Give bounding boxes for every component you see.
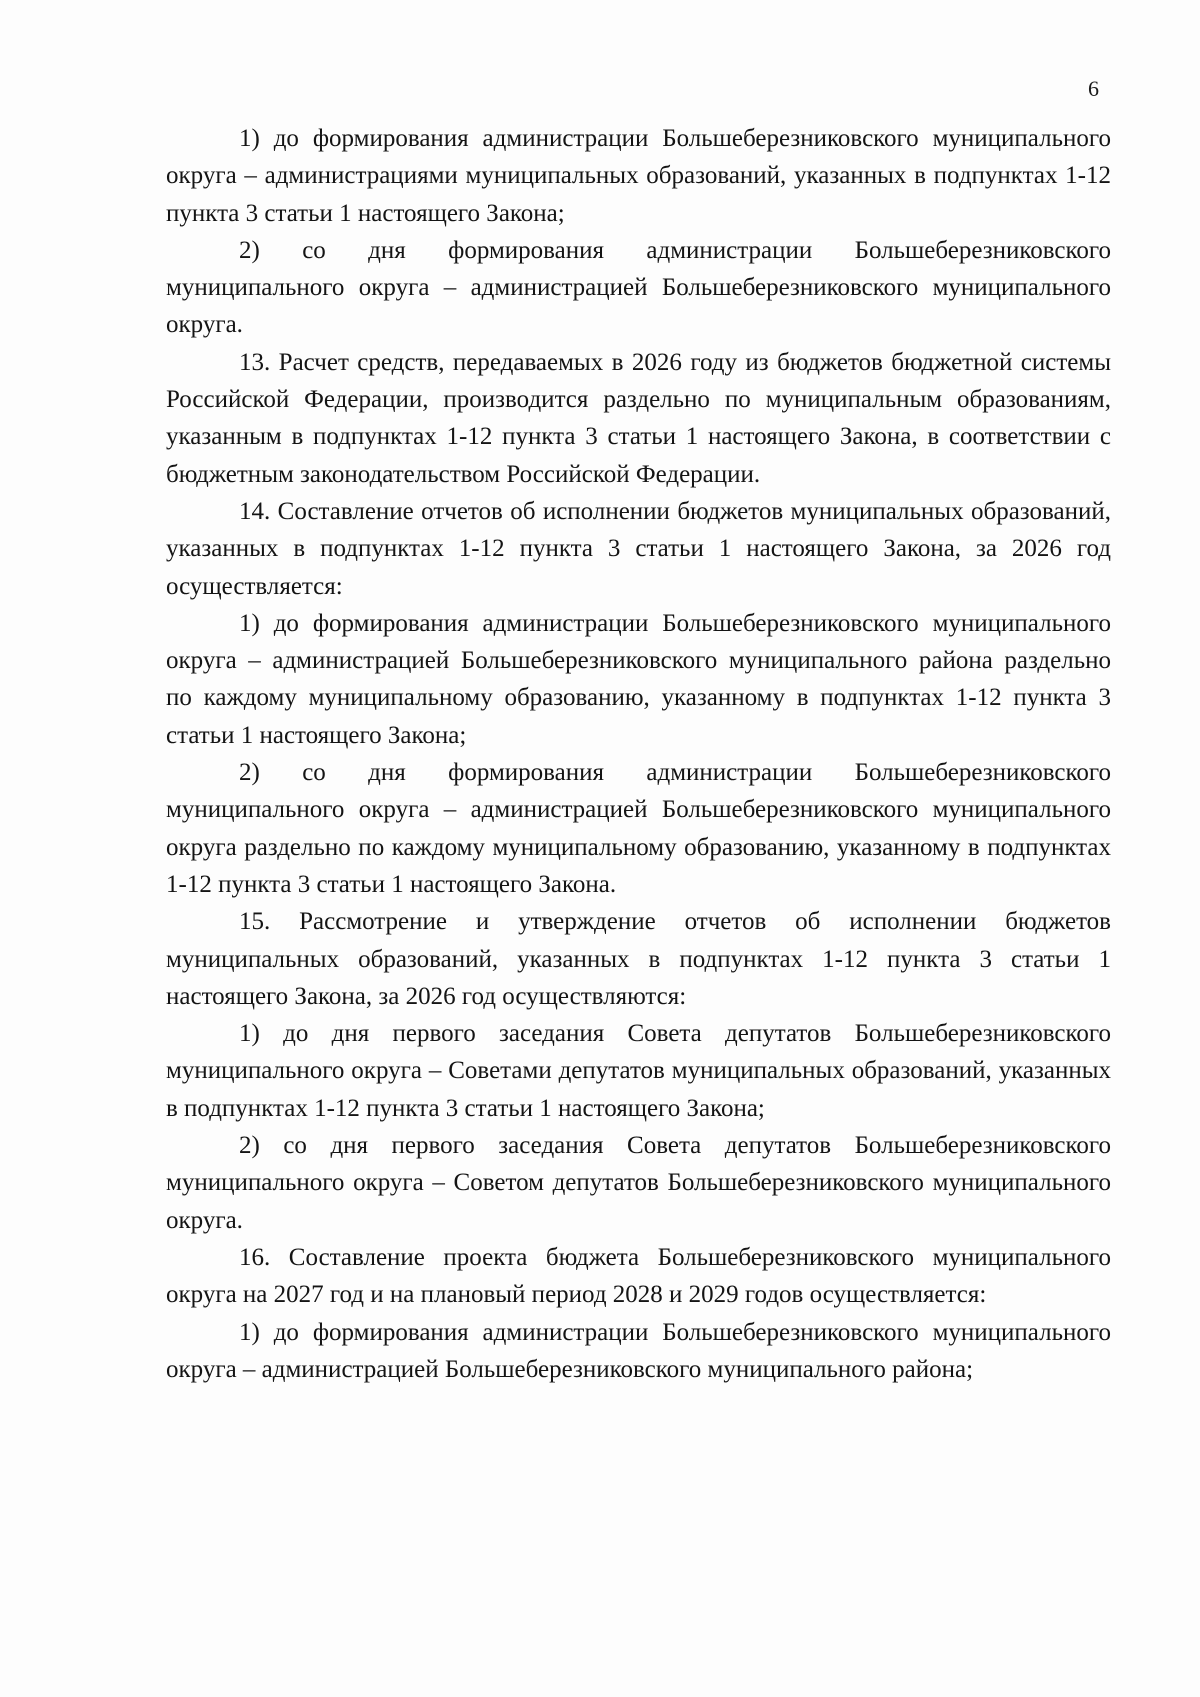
paragraph-16-item-1: 1) до формирования администрации Большеберезниковского муниципального округа – администрацией Большеберезниковского муниципального района; <box>166 1318 1111 1383</box>
paragraph-15-item-2: 2) со дня первого заседания Совета депутатов Большеберезниковского муниципального округа – Советом депутатов Большеберезниковского муниципального округа. <box>166 1132 1111 1234</box>
page-number: 6 <box>1088 76 1099 101</box>
paragraph-14-reports-compilation: 14. Составление отчетов об исполнении бюджетов муниципальных образований, указанных в подпунктах 1-12 пункта 3 статьи 1 настоящего Закона, за 2026 год осуществляется: <box>166 497 1111 600</box>
paragraph-item-1-admin-pre: 1) до формирования администрации Большеберезниковского муниципального округа – администрациями муниципальных образований, указанных в подпунктах 1-12 пункта 3 статьи 1 настоящего Закона; <box>166 125 1111 227</box>
paragraph-13-funds-calculation: 13. Расчет средств, передаваемых в 2026 году из бюджетов бюджетной системы Российской Федерации, производится раздельно по муниципальным образованиям, указанным в подпунктах 1-12 пункта 3 статьи 1 настоящего Закона, в соответствии с бюджетным законодательством Российской Федерации. <box>166 348 1111 488</box>
paragraph-15-item-1: 1) до дня первого заседания Совета депутатов Большеберезниковского муниципального округа – Советами депутатов муниципальных образований, указанных в подпунктах 1-12 пункта 3 статьи 1 настоящего Закона; <box>166 1020 1111 1122</box>
paragraph-item-2-admin-post: 2) со дня формирования администрации Большеберезниковского муниципального округа – администрацией Большеберезниковского муниципального округа. <box>166 236 1111 339</box>
paragraph-14-item-2: 2) со дня формирования администрации Большеберезниковского муниципального округа – администрацией Большеберезниковского муниципального округа раздельно по каждому муниципальному образованию, указанному в подпунктах 1-12 пункта 3 статьи 1 настоящего Закона. <box>166 759 1111 898</box>
paragraph-15-reports-approval: 15. Рассмотрение и утверждение отчетов об исполнении бюджетов муниципальных образований, указанных в подпунктах 1-12 пункта 3 статьи 1 настоящего Закона, за 2026 год осуществляются: <box>166 908 1111 1010</box>
paragraph-14-item-1: 1) до формирования администрации Большеберезниковского муниципального округа – администрацией Большеберезниковского муниципального района раздельно по каждому муниципальному образованию, указанному в подпунктах 1-12 пункта 3 статьи 1 настоящего Закона; <box>166 609 1111 749</box>
paragraph-16-budget-draft: 16. Составление проекта бюджета Большеберезниковского муниципального округа на 2027 год и на плановый период 2028 и 2029 годов осуществляется: <box>166 1243 1111 1309</box>
document-body <box>166 120 1111 1388</box>
